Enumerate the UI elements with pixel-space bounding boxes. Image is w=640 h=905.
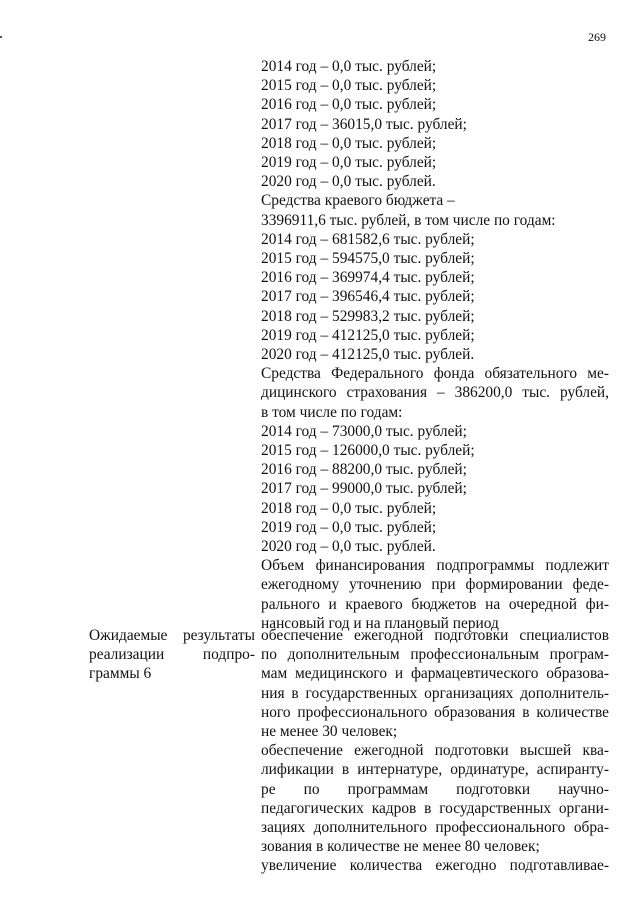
year-line: 2014 год – 0,0 тыс. рублей; [261,58,437,75]
results-text-line: ния в государственных организациях дополнитель- [261,684,609,702]
year-line: 2019 год – 412125,0 тыс. рублей; [261,326,475,344]
results-label-line: Ожидаемые результаты [89,627,255,644]
results-text-line: ре по программам подготовки научно- [261,780,609,798]
fund-text-line: в том числе по годам: [261,403,403,421]
year-line: 2017 год – 396546,4 тыс. рублей; [261,288,475,306]
page-number: 269 [588,30,606,44]
year-line: 2018 год – 0,0 тыс. рублей; [261,499,437,517]
year-line: 2015 год – 126000,0 тыс. рублей; [261,442,475,460]
results-label-line: реализации подпро- [89,646,255,664]
volume-text-line: рального и краевого бюджетов на очередной фи- [261,595,609,613]
results-label-line: граммы 6 [89,665,152,683]
results-text-line: обеспечение ежегодной подготовки специалистов [261,627,609,644]
year-line: 2019 год – 0,0 тыс. рублей; [261,518,437,536]
year-line: 2020 год – 0,0 тыс. рублей. [261,538,436,556]
year-line: 2016 год – 369974,4 тыс. рублей; [261,269,475,287]
results-text-line: не менее 30 человек; [261,723,398,741]
year-line: 2018 год – 529983,2 тыс. рублей; [261,307,475,325]
year-line: 2016 год – 0,0 тыс. рублей; [261,96,437,114]
year-line: 2020 год – 412125,0 тыс. рублей. [261,346,475,364]
results-label [89,626,255,684]
results-text-line: ного профессионального образования в количестве [261,703,609,721]
year-line: 2019 год – 0,0 тыс. рублей; [261,154,437,172]
year-line: 2018 год – 0,0 тыс. рублей; [261,134,437,152]
results-text-line: зациях дополнительного профессионального обра- [261,819,609,837]
year-line: 2014 год – 73000,0 тыс. рублей; [261,422,467,440]
results-text [261,626,609,876]
results-text-line: мам медицинского и фармацевтического образова- [261,665,609,683]
volume-text-line: нансовый год и на плановый период [261,614,499,632]
volume-text-line: ежегодному уточнению при формировании феде- [261,576,609,594]
results-text-line: педагогических кадров в государственных органи- [261,799,609,817]
results-text-line: лификации в интернатуре, ординатуре, аспиранту- [261,761,609,779]
fund-text-line: дицинского страхования – 386200,0 тыс. рублей, [261,384,609,402]
year-line: 2020 год – 0,0 тыс. рублей. [261,173,436,191]
results-text-line: обеспечение ежегодной подготовки высшей ква- [261,742,609,760]
fund-text-line: Средства Федерального фонда обязательного ме- [261,365,609,383]
year-line: 2017 год – 36015,0 тыс. рублей; [261,115,467,133]
year-line: 2015 год – 0,0 тыс. рублей; [261,77,437,95]
year-line: 2015 год – 594575,0 тыс. рублей; [261,250,475,268]
year-line: 2016 год – 88200,0 тыс. рублей; [261,461,467,479]
financing-block [261,57,609,633]
scan-edge-mark [0,36,2,38]
regional-budget-title: Средства краевого бюджета – [261,192,455,210]
results-text-line: увеличение количества ежегодно подготавливае- [261,857,609,875]
volume-text-line: Объем финансирования подпрограммы подлежит [261,557,609,575]
year-line: 2014 год – 681582,6 тыс. рублей; [261,230,475,248]
regional-budget-total: 3396911,6 тыс. рублей, в том числе по годам: [261,211,556,229]
year-line: 2017 год – 99000,0 тыс. рублей; [261,480,467,498]
results-text-line: по дополнительным профессиональным програм- [261,646,609,664]
results-text-line: зования в количестве не менее 80 человек; [261,838,540,856]
